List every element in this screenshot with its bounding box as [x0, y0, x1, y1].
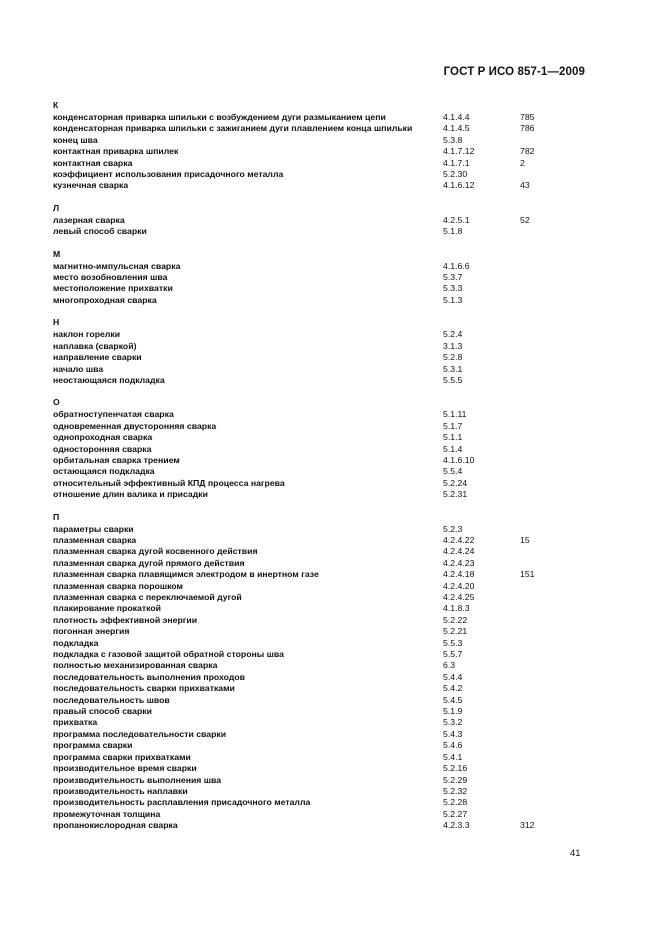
- entry-term: производительность расплавления присадочного металла: [53, 797, 311, 808]
- index-entry: [53, 672, 573, 683]
- index-entry: [53, 489, 573, 500]
- entry-term: производительное время сварки: [53, 763, 197, 774]
- entry-reference: 4.2.4.18: [443, 569, 475, 580]
- entry-reference: 5.3.3: [443, 283, 463, 294]
- entry-term: плазменная сварка с переключаемой дугой: [53, 592, 242, 602]
- entry-reference: 5.2.30: [443, 169, 468, 180]
- index-section: [53, 248, 573, 307]
- entry-reference: 4.2.4.22: [443, 534, 475, 545]
- index-entry: [53, 421, 573, 432]
- index-entry: [53, 215, 573, 226]
- index-entry: [53, 180, 573, 191]
- entry-reference: 5.2.29: [443, 774, 468, 785]
- entry-reference: 5.2.3: [443, 523, 463, 534]
- entry-term: наплавка (сваркой): [53, 340, 137, 351]
- entry-term: производительность наплавки: [53, 785, 188, 796]
- entry-term: наклон горелки: [53, 329, 121, 340]
- entry-term: плазменная сварка дугой прямого действия: [53, 557, 245, 568]
- index-entry: [53, 592, 573, 603]
- entry-process-number: 52: [520, 214, 530, 225]
- index-entry: [53, 409, 573, 420]
- index-entry: [53, 524, 573, 535]
- entry-term: параметры сварки: [53, 523, 134, 534]
- entry-reference: 4.2.4.23: [443, 557, 475, 568]
- entry-term: местоположение прихватки: [53, 283, 173, 294]
- entry-reference: 5.1.11: [443, 409, 467, 420]
- entry-process-number: 15: [520, 534, 530, 545]
- index-entry: [53, 146, 573, 157]
- entry-term: погонная энергия: [53, 626, 130, 637]
- index-entry: [53, 352, 573, 363]
- entry-reference: 5.1.7: [443, 420, 463, 431]
- entry-term: однопроходная сварка: [53, 432, 153, 443]
- entry-term: программа последовательности сварки: [53, 728, 227, 739]
- index-entry: [53, 135, 573, 146]
- entry-term: магнитно-импульсная сварка: [53, 260, 181, 271]
- index-entry: [53, 649, 573, 660]
- index-entry: [53, 615, 573, 626]
- entry-term: программа сварки: [53, 740, 133, 751]
- index-section: [53, 396, 573, 500]
- index-entry: [53, 729, 573, 740]
- section-letter: М: [53, 248, 61, 259]
- index-entry: [53, 261, 573, 272]
- entry-term: подкладка с газовой защитой обратной стороны шва: [53, 649, 284, 660]
- entry-term: правый способ сварки: [53, 706, 152, 717]
- entry-term: плакирование прокаткой: [53, 603, 161, 614]
- entry-term: последовательность сварки прихватками: [53, 683, 235, 694]
- index-entry: [53, 717, 573, 728]
- index-entry: [53, 112, 573, 123]
- entry-term: остающаяся подкладка: [53, 466, 155, 477]
- section-letter: К: [53, 100, 59, 110]
- entry-reference: 4.2.4.20: [443, 580, 475, 591]
- index-entry: [53, 786, 573, 797]
- entry-term: прихватка: [53, 717, 98, 728]
- index-entry: [53, 660, 573, 671]
- alphabetical-index: [53, 99, 573, 842]
- index-entry: [53, 581, 573, 592]
- index-entry: [53, 158, 573, 169]
- entry-term: плотность эффективной энергии: [53, 614, 198, 625]
- entry-reference: 5.2.24: [443, 477, 468, 488]
- entry-term: место возобновления шва: [53, 272, 168, 283]
- entry-reference: 5.4.4: [443, 671, 463, 682]
- entry-term: многопроходная сварка: [53, 294, 157, 305]
- section-letter: П: [53, 511, 60, 522]
- index-section: [53, 511, 573, 832]
- entry-term: коэффициент использования присадочного металла: [53, 169, 284, 180]
- entry-reference: 5.4.1: [443, 751, 463, 762]
- entry-reference: 5.1.4: [443, 443, 463, 454]
- section-letter: Н: [53, 317, 60, 328]
- index-entry: [53, 432, 573, 443]
- entry-reference: 4.1.4.5: [443, 123, 470, 134]
- entry-term: контактная сварка: [53, 157, 133, 168]
- index-entry: [53, 775, 573, 786]
- entry-term: лазерная сварка: [53, 214, 125, 225]
- entry-reference: 4.1.6.10: [443, 454, 475, 465]
- index-entry: [53, 740, 573, 751]
- index-entry: [53, 763, 573, 774]
- index-entry: [53, 558, 573, 569]
- index-entry: [53, 272, 573, 283]
- entry-reference: 4.2.4.25: [443, 592, 475, 602]
- entry-reference: 5.4.3: [443, 728, 463, 739]
- entry-term: конец шва: [53, 134, 98, 145]
- entry-reference: 4.1.7.12: [443, 146, 475, 157]
- entry-reference: 4.1.6.6: [443, 260, 470, 271]
- entry-reference: 5.2.32: [443, 785, 468, 796]
- entry-reference: 4.2.3.3: [443, 820, 470, 831]
- index-entry: [53, 364, 573, 375]
- entry-term: конденсаторная приварка шпильки с возбуждением дуги размыканием цепи: [53, 112, 386, 122]
- index-entry: [53, 123, 573, 134]
- index-entry: [53, 546, 573, 557]
- entry-reference: 5.2.21: [443, 626, 468, 637]
- entry-reference: 5.1.9: [443, 706, 463, 717]
- entry-reference: 5.3.1: [443, 363, 463, 374]
- entry-process-number: 785: [520, 112, 535, 122]
- entry-process-number: 43: [520, 180, 530, 191]
- index-entry: [53, 455, 573, 466]
- entry-term: левый способ сварки: [53, 226, 147, 237]
- entry-reference: 4.1.7.1: [443, 157, 470, 168]
- entry-reference: 4.2.4.24: [443, 546, 475, 557]
- entry-reference: 5.2.16: [443, 763, 468, 774]
- entry-term: плазменная сварка порошком: [53, 580, 183, 591]
- index-section: [53, 99, 573, 192]
- entry-term: подкладка: [53, 637, 99, 648]
- entry-term: конденсаторная приварка шпильки с зажиганием дуги плавлением конца шпильки: [53, 123, 413, 134]
- entry-reference: 5.4.5: [443, 694, 463, 705]
- index-entry: [53, 444, 573, 455]
- index-entry: [53, 683, 573, 694]
- index-entry: [53, 569, 573, 580]
- entry-reference: 5.2.31: [443, 489, 468, 500]
- entry-reference: 5.4.6: [443, 740, 463, 751]
- entry-term: последовательность выполнения проходов: [53, 671, 245, 682]
- index-entry: [53, 169, 573, 180]
- entry-reference: 3.1.3: [443, 340, 463, 351]
- index-entry: [53, 797, 573, 808]
- entry-reference: 5.4.2: [443, 683, 463, 694]
- index-entry: [53, 283, 573, 294]
- section-letter: О: [53, 397, 60, 408]
- entry-reference: 4.1.4.4: [443, 112, 470, 122]
- entry-term: отношение длин валика и присадки: [53, 489, 208, 500]
- entry-reference: 5.3.2: [443, 717, 463, 728]
- entry-term: пропанокислородная сварка: [53, 820, 178, 831]
- index-entry: [53, 295, 573, 306]
- entry-term: производительность выполнения шва: [53, 774, 222, 785]
- index-entry: [53, 478, 573, 489]
- index-entry: [53, 820, 573, 831]
- page-number: 41: [570, 848, 581, 859]
- entry-term: программа сварки прихватками: [53, 751, 191, 762]
- entry-term: односторонняя сварка: [53, 443, 152, 454]
- entry-reference: 6.3: [443, 660, 456, 671]
- entry-reference: 5.1.1: [443, 432, 463, 443]
- entry-reference: 5.2.28: [443, 797, 468, 808]
- index-entry: [53, 706, 573, 717]
- entry-reference: 5.3.8: [443, 134, 463, 145]
- entry-reference: 4.1.8.3: [443, 603, 470, 614]
- entry-process-number: 151: [520, 569, 535, 580]
- index-entry: [53, 341, 573, 352]
- index-entry: [53, 535, 573, 546]
- entry-process-number: 2: [520, 157, 525, 168]
- entry-term: одновременная двусторонняя сварка: [53, 420, 217, 431]
- entry-term: начало шва: [53, 363, 104, 374]
- entry-term: относительный эффективный КПД процесса нагрева: [53, 477, 285, 488]
- entry-reference: 5.5.4: [443, 466, 463, 477]
- entry-reference: 5.1.3: [443, 294, 463, 305]
- entry-reference: 5.2.27: [443, 808, 468, 819]
- entry-reference: 5.5.7: [443, 649, 463, 660]
- entry-process-number: 786: [520, 123, 535, 134]
- index-entry: [53, 752, 573, 763]
- index-entry: [53, 226, 573, 237]
- entry-reference: 4.2.5.1: [443, 214, 470, 225]
- entry-term: полностью механизированная сварка: [53, 660, 218, 671]
- entry-term: направление сварки: [53, 352, 142, 363]
- entry-reference: 5.5.3: [443, 637, 463, 648]
- section-letter: Л: [53, 202, 60, 213]
- entry-term: неостающаяся подкладка: [53, 374, 165, 385]
- entry-term: промежуточная толщина: [53, 808, 161, 819]
- entry-term: орбитальная сварка трением: [53, 454, 180, 465]
- index-entry: [53, 466, 573, 477]
- entry-reference: 5.2.4: [443, 329, 463, 340]
- index-section: [53, 316, 573, 386]
- entry-term: плазменная сварка дугой косвенного действия: [53, 546, 258, 557]
- entry-term: кузнечная сварка: [53, 180, 129, 191]
- index-entry: [53, 638, 573, 649]
- entry-process-number: 782: [520, 146, 535, 157]
- entry-reference: 5.5.5: [443, 374, 463, 385]
- entry-reference: 5.3.7: [443, 272, 463, 283]
- index-entry: [53, 809, 573, 820]
- entry-reference: 5.2.22: [443, 614, 468, 625]
- index-section: [53, 202, 573, 238]
- entry-process-number: 312: [520, 820, 535, 831]
- entry-reference: 4.1.6.12: [443, 180, 475, 191]
- document-header: ГОСТ Р ИСО 857-1—2009: [443, 66, 585, 78]
- entry-reference: 5.2.8: [443, 352, 463, 363]
- entry-term: плазменная сварка плавящимся электродом в инертном газе: [53, 569, 319, 580]
- entry-term: последовательность швов: [53, 694, 170, 705]
- entry-term: обратноступенчатая сварка: [53, 409, 174, 420]
- entry-reference: 5.1.8: [443, 226, 463, 237]
- index-entry: [53, 329, 573, 340]
- index-entry: [53, 603, 573, 614]
- index-entry: [53, 695, 573, 706]
- index-entry: [53, 375, 573, 386]
- index-entry: [53, 626, 573, 637]
- entry-term: контактная приварка шпилек: [53, 146, 179, 157]
- entry-term: плазменная сварка: [53, 534, 137, 545]
